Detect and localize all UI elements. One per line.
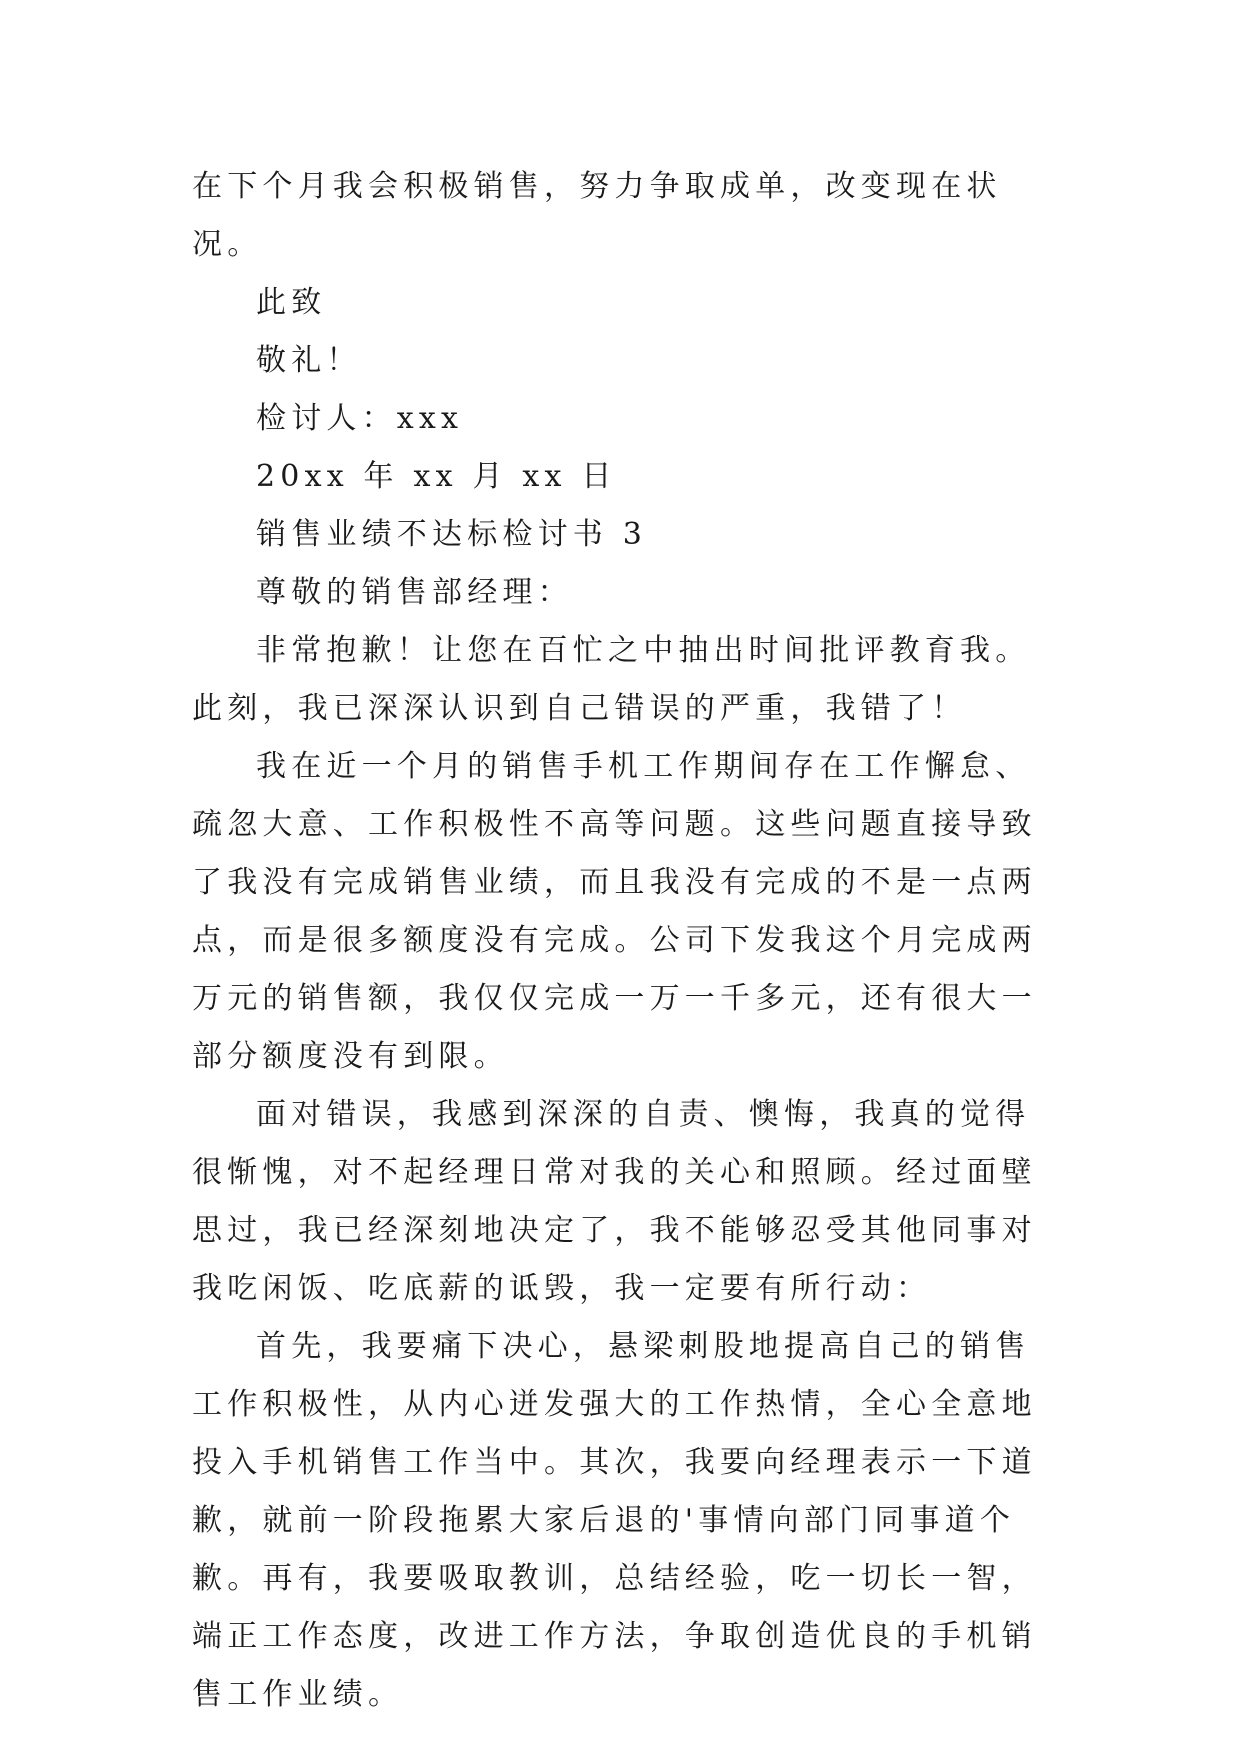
paragraph-problems: 我在近一个月的销售手机工作期间存在工作懈怠、疏忽大意、工作积极性不高等问题。这些问题直接导致了我没有完成销售业绩，而且我没有完成的不是一点两点，而是很多额度没有完成。公司下发我这个月完成两万元的销售额，我仅仅完成一万一千多元，还有很大一部分额度没有到限。 xyxy=(192,749,1037,1074)
section-title: 销售业绩不达标检讨书 3 xyxy=(256,517,648,552)
signature-line: 检讨人：xxx xyxy=(256,401,464,436)
document-body xyxy=(192,158,1050,1724)
paragraph-actions: 首先，我要痛下决心，悬梁刺股地提高自己的销售工作积极性，从内心迸发强大的工作热情，全心全意地投入手机销售工作当中。其次，我要向经理表示一下道歉，就前一阶段拖累大家后退的'事情向部门同事道个歉。再有，我要吸取教训，总结经验，吃一切长一智，端正工作态度，改进工作方法，争取创造优良的手机销售工作业绩。 xyxy=(192,1329,1037,1712)
salutation-jingli: 敬礼！ xyxy=(256,343,362,378)
paragraph-apology: 非常抱歉！让您在百忙之中抽出时间批评教育我。此刻，我已深深认识到自己错误的严重，我错了！ xyxy=(192,633,1031,726)
date-line: 20xx 年 xx 月 xx 日 xyxy=(256,459,617,494)
salutation-cizhi: 此致 xyxy=(256,285,327,320)
greeting-line: 尊敬的销售部经理： xyxy=(256,575,573,610)
paragraph-closing-intro: 在下个月我会积极销售，努力争取成单，改变现在状况。 xyxy=(192,169,1002,262)
paragraph-remorse: 面对错误，我感到深深的自责、懊悔，我真的觉得很惭愧，对不起经理日常对我的关心和照顾。经过面壁思过，我已经深刻地决定了，我不能够忍受其他同事对我吃闲饭、吃底薪的诋毁，我一定要有所行动： xyxy=(192,1097,1037,1306)
